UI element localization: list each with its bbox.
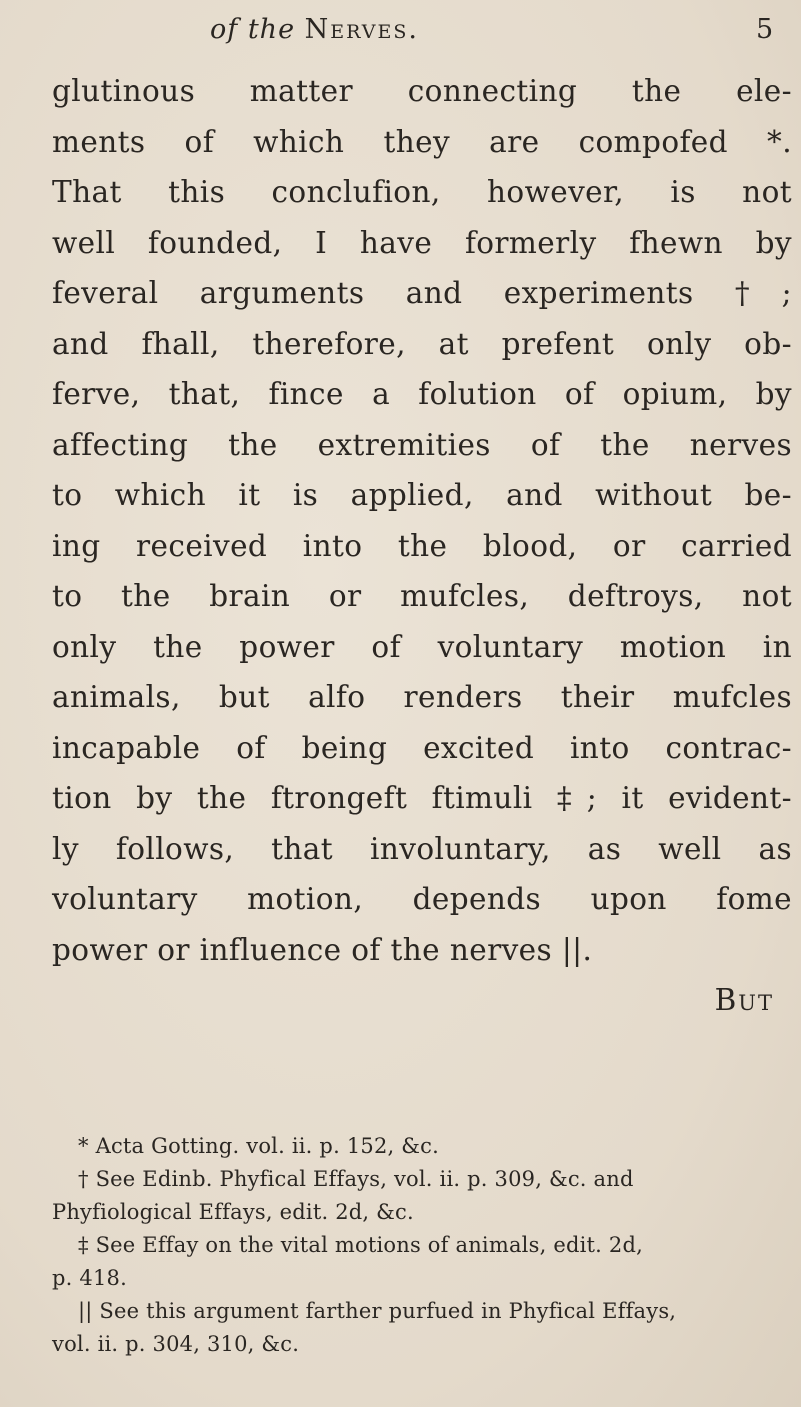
catchword: But — [714, 983, 774, 1017]
footnotes — [52, 1130, 792, 1361]
footnote-continuation: Phyfiological Effays, edit. 2d, &c. — [52, 1200, 414, 1224]
text-line: power or influence of the nerves ||. — [52, 932, 593, 967]
text-line: ferve, that, fince a folution of opium, by — [52, 377, 792, 411]
running-header — [0, 14, 801, 54]
text-line: affecting the extremities of the nerves — [52, 427, 792, 462]
running-title-prefix: of the — [210, 14, 296, 45]
text-line: well founded, I have formerly fhewn by — [52, 225, 792, 260]
footnote: * Acta Gotting. vol. ii. p. 152, &c. — [78, 1134, 439, 1158]
text-line: ments of which they are compofed *. — [52, 124, 792, 159]
footnote-continuation: vol. ii. p. 304, 310, &c. — [52, 1332, 300, 1356]
text-line: animals, but alfo renders their mufcles — [52, 680, 792, 714]
footnote: ‡ See Effay on the vital motions of animals, edit. 2d, — [78, 1233, 643, 1257]
text-line: voluntary motion, depends upon fome — [52, 882, 792, 916]
text-line: only the power of voluntary motion in — [52, 629, 792, 664]
running-title-main: Nerves. — [304, 14, 419, 45]
page-number: 5 — [756, 14, 775, 45]
footnote: † See Edinb. Phyfical Effays, vol. ii. p. 309, &c. and — [78, 1167, 634, 1191]
footnote: || See this argument farther purfued in Phyfical Effays, — [78, 1299, 677, 1323]
text-line: tion by the ftrongeft ftimuli ‡; it evident- — [52, 781, 792, 815]
text-line: incapable of being excited into contrac- — [52, 730, 792, 765]
running-title — [210, 14, 419, 45]
main-text — [52, 66, 792, 1026]
text-line: feveral arguments and experiments †; — [52, 276, 792, 310]
text-line: to the brain or mufcles, deftroys, not — [52, 579, 792, 613]
text-line: ing received into the blood, or carried — [52, 528, 792, 563]
footnote-continuation: p. 418. — [52, 1266, 127, 1290]
text-line: glutinous matter connecting the ele- — [52, 74, 792, 108]
text-line: and fhall, therefore, at prefent only ob- — [52, 326, 792, 361]
text-line: That this conclufion, however, is not — [52, 175, 792, 209]
text-line: to which it is applied, and without be- — [52, 478, 792, 512]
text-line: ly follows, that involuntary, as well as — [52, 831, 792, 866]
